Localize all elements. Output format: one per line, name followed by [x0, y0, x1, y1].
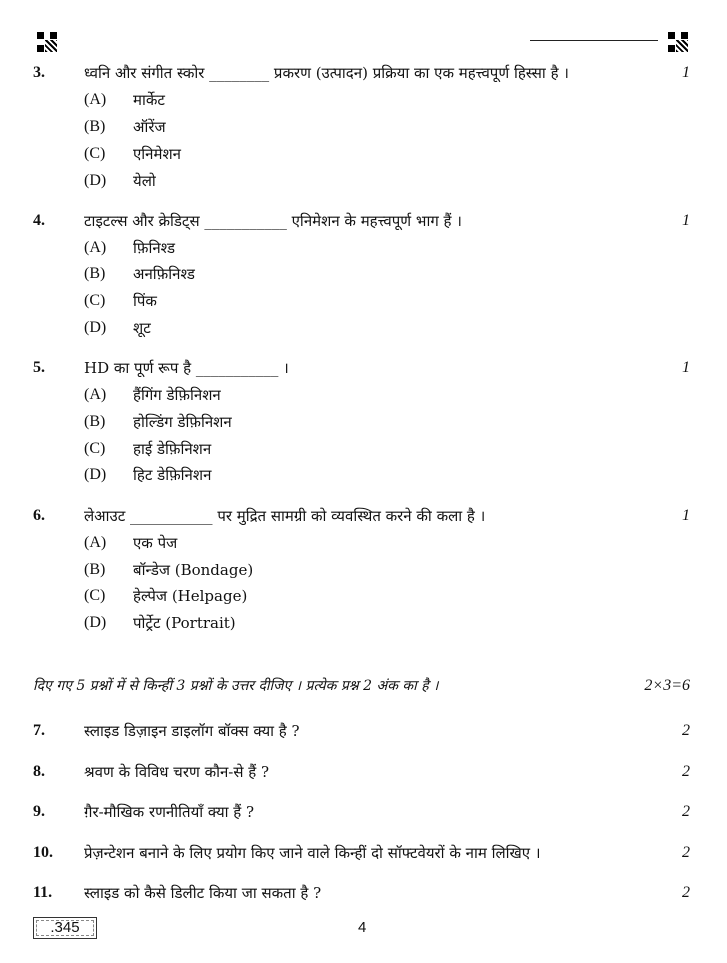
question-text: श्रवण के विविध चरण कौन-से हैं ? — [84, 763, 270, 781]
option-text: मार्केट — [133, 91, 165, 109]
option-text: होल्डिंग डेफ़िनिशन — [133, 413, 232, 431]
option-label: (A) — [84, 239, 107, 256]
question-text: स्लाइड को कैसे डिलीट किया जा सकता है ? — [84, 884, 322, 902]
question-number: 11. — [33, 884, 53, 901]
question-marks: 2 — [682, 763, 690, 780]
question-marks: 2 — [682, 722, 690, 739]
option-text: फ़िनिश्ड — [133, 239, 176, 257]
page-number: 4 — [358, 919, 367, 936]
option-label: (A) — [84, 386, 107, 403]
option-label: (C) — [84, 292, 106, 309]
option-label: (A) — [84, 91, 107, 108]
option-text: हाई डेफ़िनिशन — [133, 440, 212, 458]
option-text: हेल्पेज (Helpage) — [133, 587, 248, 605]
question-text: ध्वनि और संगीत स्कोर ________ प्रकरण (उत्पादन) प्रक्रिया का एक महत्त्वपूर्ण हिस्सा है । — [84, 64, 569, 82]
question-marks: 1 — [682, 359, 690, 376]
option-text: शूट — [133, 319, 151, 337]
question-number: 10. — [33, 844, 53, 861]
option-text: पिंक — [133, 292, 157, 310]
question-text: टाइटल्स और क्रेडिट्स ___________ एनिमेशन के महत्त्वपूर्ण भाग हैं । — [84, 212, 462, 230]
option-label: (C) — [84, 440, 106, 457]
option-text: हिट डेफ़िनिशन — [133, 466, 212, 484]
option-label: (D) — [84, 319, 107, 336]
option-text: येलो — [133, 172, 156, 190]
option-text: अनफ़िनिश्ड — [133, 265, 195, 283]
question-text: HD का पूर्ण रूप है ___________ । — [84, 359, 289, 377]
option-text: एक पेज — [133, 534, 178, 552]
paper-code: .345 — [50, 919, 80, 936]
question-number: 3. — [33, 64, 45, 81]
question-number: 7. — [33, 722, 45, 739]
option-label: (B) — [84, 265, 106, 282]
question-number: 8. — [33, 763, 45, 780]
option-label: (D) — [84, 172, 107, 189]
qr-code-icon — [37, 32, 57, 52]
option-label: (B) — [84, 413, 106, 430]
option-label: (B) — [84, 118, 106, 135]
instruction-marks: 2×3=6 — [644, 677, 690, 694]
option-label: (C) — [84, 145, 106, 162]
question-marks: 1 — [682, 507, 690, 524]
qr-code-icon — [668, 32, 688, 52]
header-rule — [530, 40, 658, 41]
option-text: एनिमेशन — [133, 145, 182, 163]
question-marks: 2 — [682, 844, 690, 861]
option-label: (D) — [84, 614, 107, 631]
question-marks: 1 — [682, 212, 690, 229]
paper-code-box — [33, 917, 97, 939]
question-number: 4. — [33, 212, 45, 229]
question-text: लेआउट ___________ पर मुद्रित सामग्री को व्यवस्थित करने की कला है । — [84, 507, 486, 525]
instruction-text: दिए गए 5 प्रश्नों में से किन्हीं 3 प्रश्नों के उत्तर दीजिए । प्रत्येक प्रश्न 2 अंक का है । — [33, 678, 439, 694]
question-number: 6. — [33, 507, 45, 524]
option-label: (C) — [84, 587, 106, 604]
question-number: 9. — [33, 803, 45, 820]
question-marks: 1 — [682, 64, 690, 81]
option-label: (A) — [84, 534, 107, 551]
question-marks: 2 — [682, 884, 690, 901]
option-label: (B) — [84, 561, 106, 578]
option-text: ऑरेंज — [133, 118, 166, 136]
question-text: प्रेज़न्टेशन बनाने के लिए प्रयोग किए जाने वाले किन्हीं दो सॉफ्टवेयरों के नाम लिखिए । — [84, 844, 541, 862]
option-text: बॉन्डेज (Bondage) — [133, 561, 254, 579]
option-text: हैंगिंग डेफ़िनिशन — [133, 386, 221, 404]
question-text: ग़ैर-मौखिक रणनीतियाँ क्या हैं ? — [84, 803, 255, 821]
question-number: 5. — [33, 359, 45, 376]
option-text: पोर्ट्रेट (Portrait) — [133, 614, 236, 632]
option-label: (D) — [84, 466, 107, 483]
question-marks: 2 — [682, 803, 690, 820]
question-text: स्लाइड डिज़ाइन डाइलॉग बॉक्स क्या है ? — [84, 722, 300, 740]
